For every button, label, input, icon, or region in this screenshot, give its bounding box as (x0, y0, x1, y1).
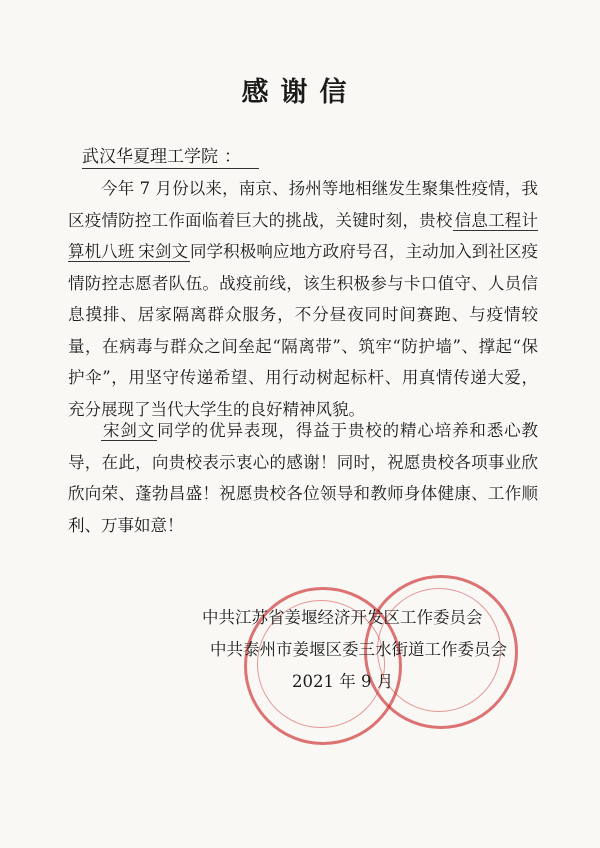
student-name-2: 宋剑文 (103, 421, 156, 440)
paragraph-1-part2: 同学积极响应地方政府号召，主动加入到社区疫情防控志愿者队伍。战疫前线，该生积极参与卡口值守、人员信息摸排、居家隔离群众服务，不分昼夜同时间赛跑、与疫情较量，在病毒与群众之间垒起“隔离带”、筑牢“防护墙”、撑起“保护伞”，用坚守传递希望、用行动树起标杆、用真情传递大爱，充分展现了当代大学生的良好精神风貌。 (68, 242, 539, 419)
letter-title: 感谢信 (241, 77, 359, 108)
signature-org-1: 中共江苏省姜堰经济开发区工作委员会 (202, 608, 483, 627)
signature-org-2: 中共泰州市姜堰区委三水街道工作委员会 (210, 640, 507, 659)
paragraph-1 (68, 173, 538, 425)
paragraph-1-part1: 今年 7 月份以来，南京、扬州等地相继发生聚集性疫情，我区疫情防控工作面临着巨大的挑战，关键时刻，贵校 (68, 179, 538, 230)
paragraph-2-text: 同学的优异表现，得益于贵校的精心培养和悉心教导，在此，向贵校表示衷心的感谢！同时，祝愿贵校各项事业欣欣向荣、蓬勃昌盛！祝愿贵校各位领导和教师身体健康、工作顺利、万事如意！ (68, 421, 539, 535)
recipient-line (82, 146, 259, 169)
signature-date: 2021 年 9 月 (292, 672, 394, 691)
student-name: 宋剑文 (138, 242, 189, 261)
recipient-colon: ： (224, 147, 241, 167)
student-class: 信息工程计算机八班 (68, 210, 539, 261)
recipient-name: 武汉华夏理工学院 (82, 147, 218, 167)
paragraph-2 (68, 415, 538, 541)
